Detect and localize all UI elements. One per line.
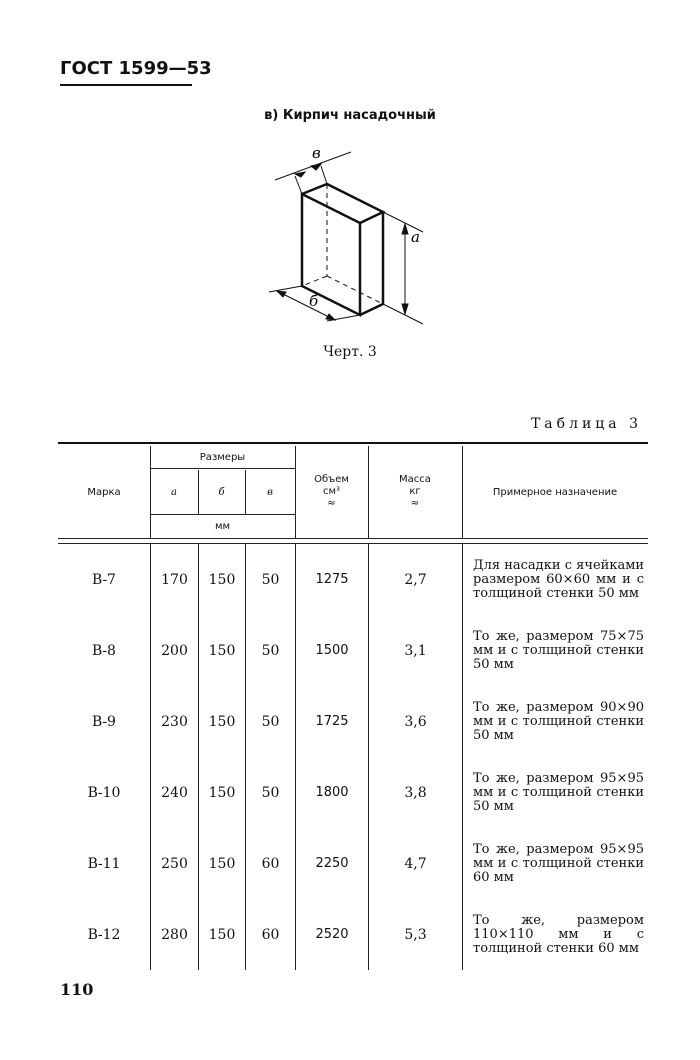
brick-top-face [302, 184, 383, 223]
header-purpose: Примерное назначение [492, 486, 618, 498]
cell-marka: В-7 [92, 571, 116, 588]
table-header [58, 444, 648, 538]
cell-mass: 3,1 [368, 615, 462, 686]
cell-marka: В-9 [92, 713, 116, 730]
cell-v: 60 [245, 899, 295, 970]
cell-volume: 2520 [295, 899, 368, 970]
cell-volume: 2250 [295, 828, 368, 899]
cell-a: 250 [150, 828, 198, 899]
cell-a: 280 [150, 899, 198, 970]
cell-marka: В-8 [92, 642, 116, 659]
cell-a: 200 [150, 615, 198, 686]
table-label: Таблица 3 [530, 416, 642, 432]
cell-v: 50 [245, 544, 295, 615]
cell-marka: В-10 [87, 784, 121, 801]
cell-mass: 4,7 [368, 828, 462, 899]
table-row [58, 544, 648, 615]
header-mass: Масса [399, 474, 431, 485]
figure-caption: Черт. 3 [323, 344, 377, 360]
cell-volume: 1800 [295, 757, 368, 828]
header-mass-unit: кг [409, 486, 421, 497]
header-a: a [171, 486, 177, 498]
table-row [58, 899, 648, 970]
cell-volume: 1500 [295, 615, 368, 686]
cell-volume: 1275 [295, 544, 368, 615]
header-volume-group [295, 446, 368, 538]
cell-v: 50 [245, 686, 295, 757]
cell-a: 240 [150, 757, 198, 828]
cell-v: 50 [245, 615, 295, 686]
section-title: в) Кирпич насадочный [264, 108, 436, 123]
cell-b: 150 [198, 899, 245, 970]
header-volume: Объем [314, 474, 349, 485]
header-b: б [218, 486, 225, 498]
cell-b: 150 [198, 828, 245, 899]
brick-drawing [255, 140, 445, 340]
cell-b: 150 [198, 757, 245, 828]
header-v: в [267, 486, 273, 498]
header-unit: мм [214, 520, 231, 532]
cell-a: 170 [150, 544, 198, 615]
cell-purpose: То же, размером 110×110 мм и с толщиной стенки 60 мм [462, 899, 648, 970]
table-row [58, 615, 648, 686]
cell-b: 150 [198, 686, 245, 757]
cell-mass: 3,8 [368, 757, 462, 828]
cell-b: 150 [198, 615, 245, 686]
header-volume-unit: см³ [322, 486, 341, 497]
cell-purpose: То же, размером 95×95 мм и с толщиной стенки 60 мм [462, 828, 648, 899]
dim-label-b: б [309, 292, 319, 310]
table-row [58, 828, 648, 899]
dim-label-a: a [411, 228, 420, 246]
cell-b: 150 [198, 544, 245, 615]
cell-marka: В-12 [87, 926, 121, 943]
cell-purpose: То же, размером 90×90 мм и с толщиной стенки 50 мм [462, 686, 648, 757]
cell-mass: 2,7 [368, 544, 462, 615]
header-marka: Марка [87, 486, 121, 498]
cell-v: 60 [245, 828, 295, 899]
document-code: ГОСТ 1599—53 [60, 58, 212, 79]
data-table [58, 442, 648, 970]
dim-label-v: в [312, 144, 321, 162]
table-body [58, 544, 648, 970]
page-number: 110 [60, 980, 94, 999]
cell-v: 50 [245, 757, 295, 828]
cell-purpose: То же, размером 95×95 мм и с толщиной стенки 50 мм [462, 757, 648, 828]
cell-volume: 1725 [295, 686, 368, 757]
table-row [58, 686, 648, 757]
header-mass-approx: ≈ [410, 498, 420, 509]
table-row [58, 757, 648, 828]
header-sizes: Размеры [199, 451, 246, 463]
brick-side-face [360, 212, 383, 315]
header-volume-approx: ≈ [327, 498, 336, 509]
cell-marka: В-11 [87, 855, 121, 872]
cell-mass: 5,3 [368, 899, 462, 970]
cell-purpose: То же, размером 75×75 мм и с толщиной стенки 50 мм [462, 615, 648, 686]
header-rule [60, 84, 192, 86]
cell-mass: 3,6 [368, 686, 462, 757]
header-mass-group [368, 446, 462, 538]
cell-a: 230 [150, 686, 198, 757]
cell-purpose: Для насадки с ячейками размером 60×60 мм и с толщиной стенки 50 мм [462, 544, 648, 615]
